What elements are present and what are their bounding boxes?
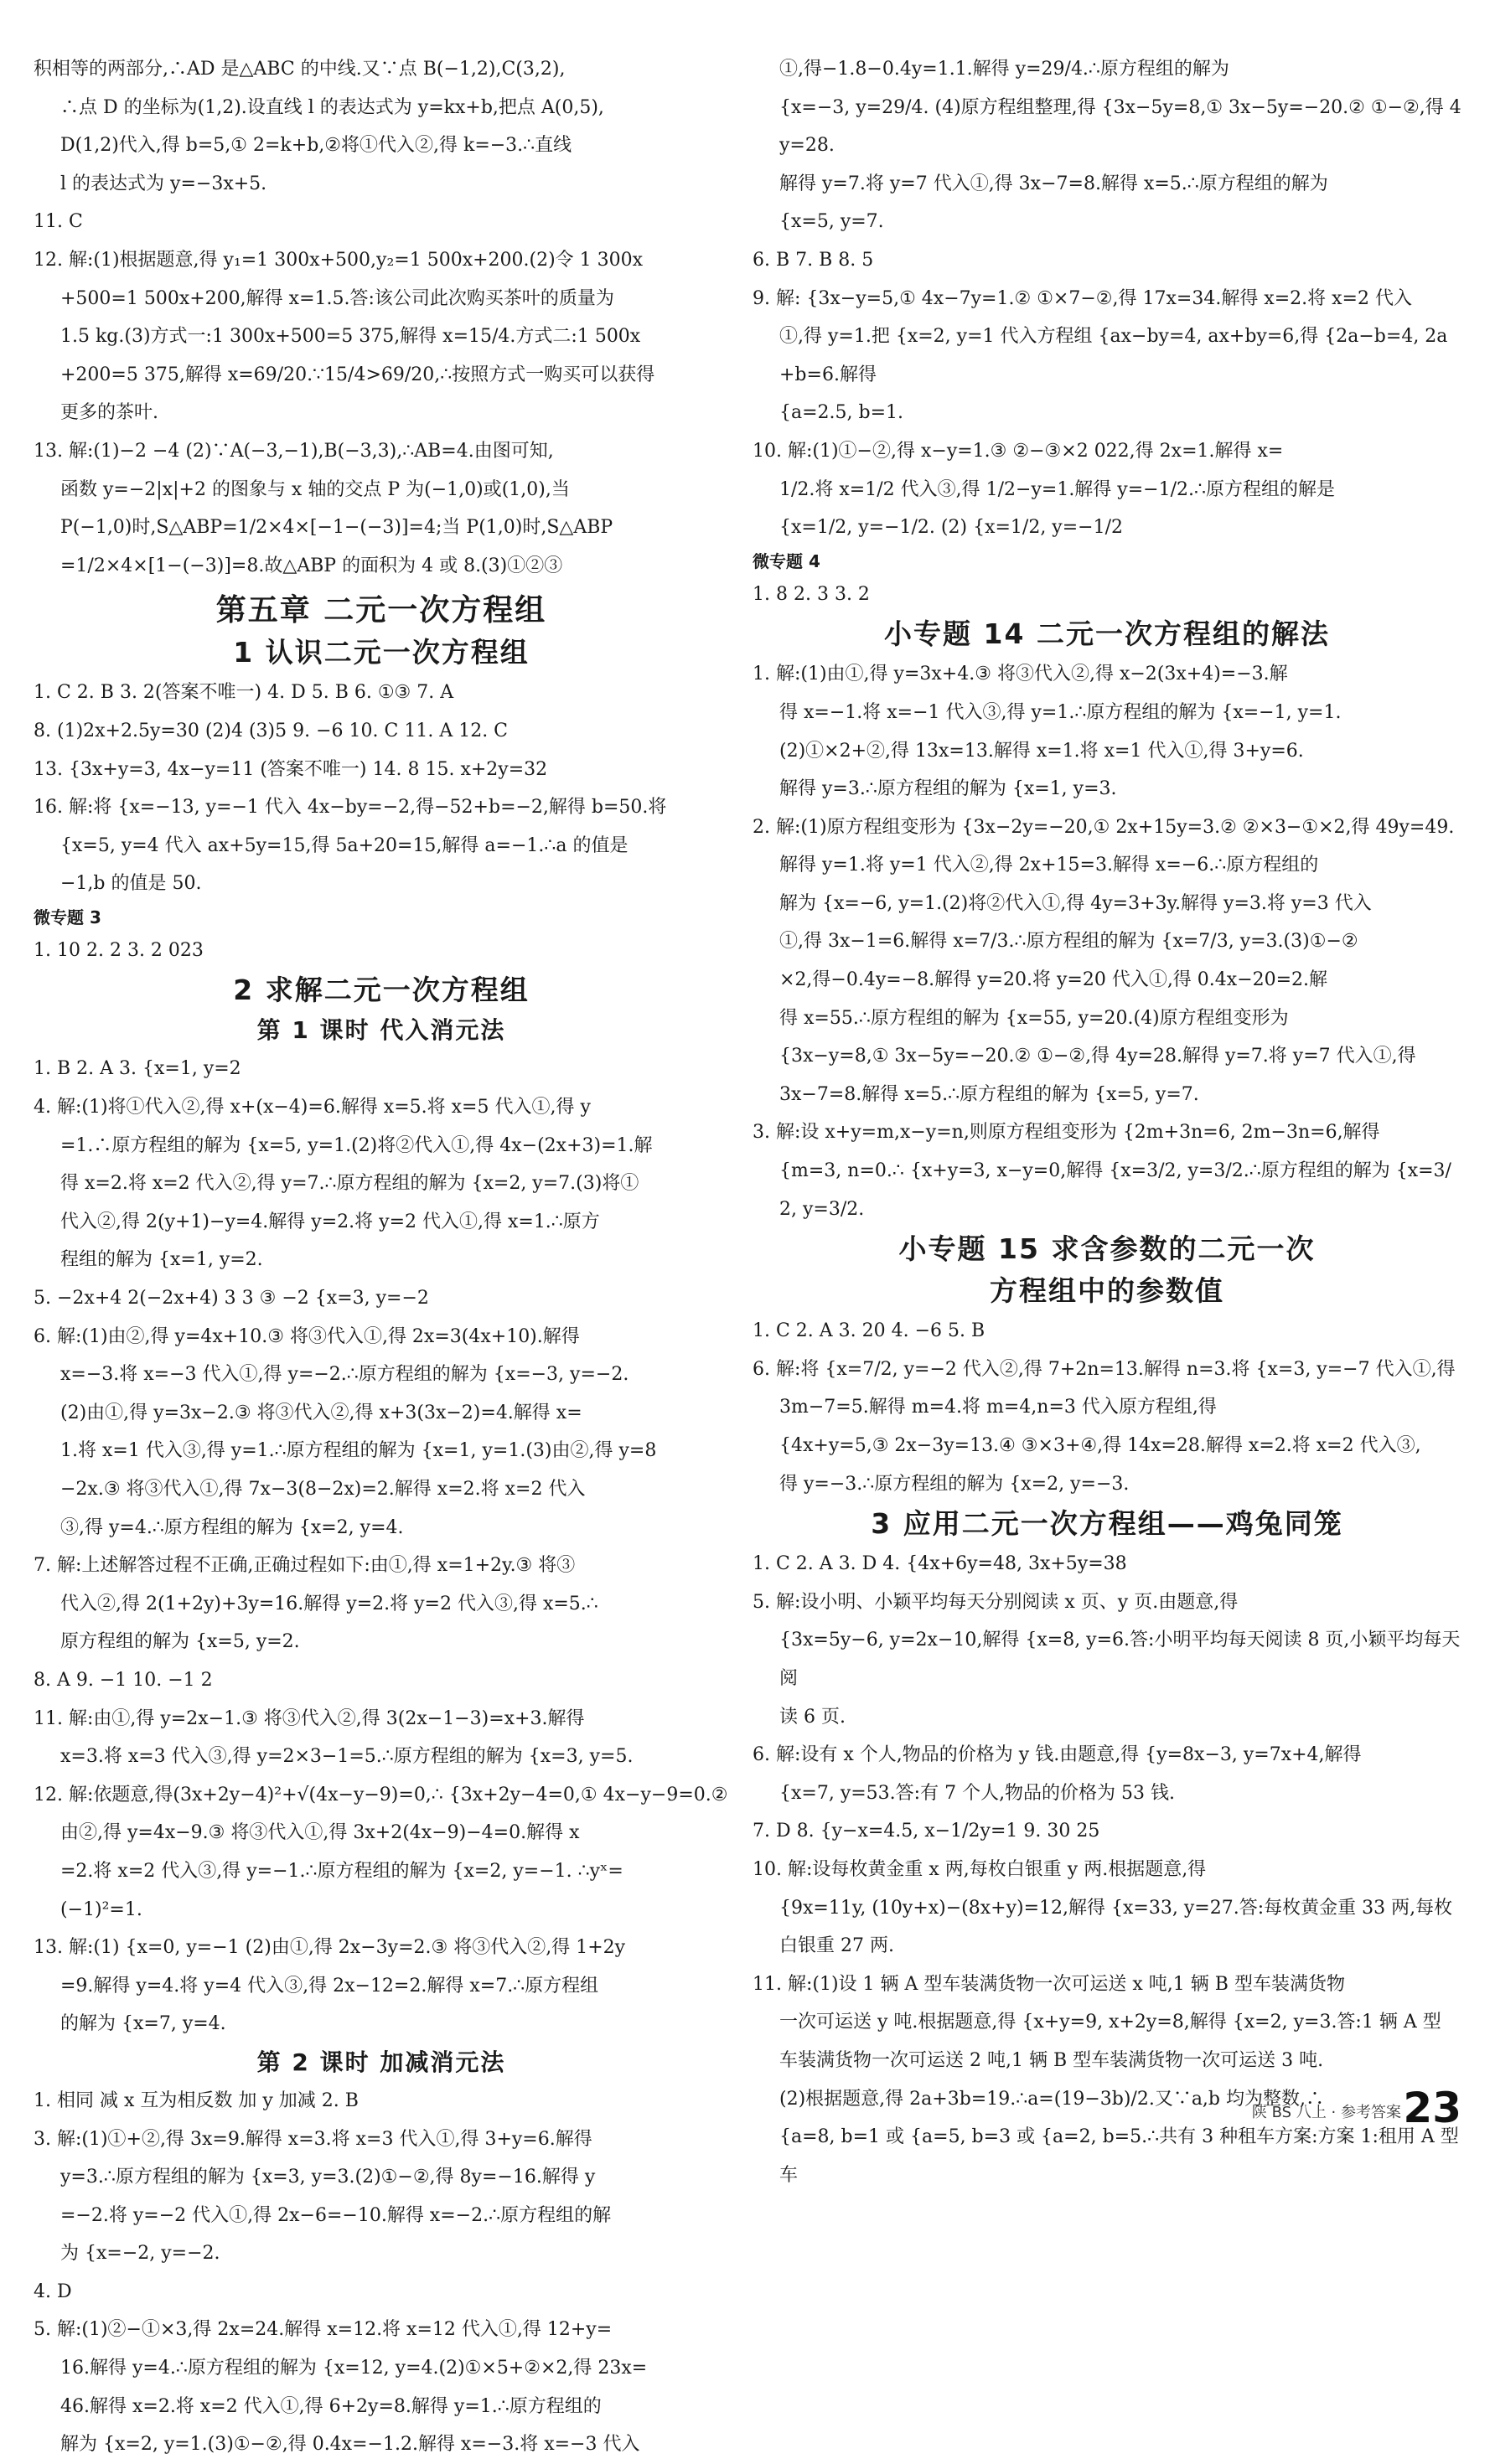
- answer-line: 读 6 页.: [779, 1706, 846, 1728]
- answer-line: (2)由①,得 y=3x−2.③ 将③代入②,得 x+3(3x−2)=4.解得 x=: [60, 1402, 582, 1423]
- answer-line: 10. 解:设每枚黄金重 x 两,每枚白银重 y 两.根据题意,得: [753, 1858, 1207, 1880]
- answer-line: 一次可运送 y 吨.根据题意,得 {x+y=9, x+2y=8,解得 {x=2, y=3.答:1 辆 A 型: [779, 2012, 1441, 2033]
- answer-line: 原方程组的解为 {x=5, y=2.: [60, 1631, 300, 1653]
- answer-line: 7. D 8. {y−x=4.5, x−1/2y=1 9. 30 25: [753, 1821, 1100, 1842]
- answer-line: 3. 解:(1)①+②,得 3x=9.解得 x=3.将 x=3 代入①,得 3+y=6.解得: [34, 2128, 592, 2150]
- answer-line: 解为 {x=−6, y=1.(2)将②代入①,得 4y=3+3y.解得 y=3.将 y=3 代入: [779, 892, 1372, 914]
- answer-line: 车装满货物一次可运送 2 吨,1 辆 B 型车装满货物一次可运送 3 吨.: [779, 2049, 1324, 2071]
- section-heading: 2 求解二元一次方程组: [233, 974, 530, 1007]
- answer-line: 11. 解:由①,得 y=2x−1.③ 将③代入②,得 3(2x−1−3)=x+3.解得: [34, 1707, 585, 1729]
- answer-line: 解得 y=3.∴原方程组的解为 {x=1, y=3.: [779, 778, 1117, 800]
- answer-line: 3m−7=5.解得 m=4.将 m=4,n=3 代入原方程组,得: [779, 1397, 1217, 1418]
- section-heading: 第五章 二元一次方程组: [215, 593, 547, 628]
- answer-line: =9.解得 y=4.将 y=4 代入③,得 2x−12=2.解得 x=7.∴原方程组: [60, 1975, 599, 1997]
- page-number: 23: [1403, 2084, 1461, 2132]
- answer-line: 6. 解:设有 x 个人,物品的价格为 y 钱.由题意,得 {y=8x−3, y=7x+4,解得: [753, 1744, 1362, 1766]
- answer-line: 1.将 x=1 代入③,得 y=1.∴原方程组的解为 {x=1, y=1.(3)由②,得 y=8: [60, 1440, 657, 1462]
- answer-line: 5. 解:设小明、小颖平均每天分别阅读 x 页、y 页.由题意,得: [753, 1591, 1239, 1613]
- right-column: [753, 50, 1461, 2194]
- answer-line: 1. C 2. B 3. 2(答案不唯一) 4. D 5. B 6. ①③ 7. A: [34, 682, 454, 704]
- answer-line: 2. 解:(1)原方程组变形为 {3x−2y=−20,① 2x+15y=3.② ②×3−①×2,得 49y=49.: [753, 816, 1455, 838]
- answer-line: +500=1 500x+200,解得 x=1.5.答:该公司此次购买茶叶的质量为: [60, 287, 614, 309]
- section-heading: 1 认识二元一次方程组: [233, 636, 530, 669]
- answer-line: 11. C: [34, 211, 83, 233]
- section-heading: 微专题 4: [753, 550, 820, 571]
- answer-line: 9. 解: {3x−y=5,① 4x−7y=1.② ①×7−②,得 17x=34.解得 x=2.将 x=2 代入: [753, 287, 1412, 309]
- answer-line: 4. D: [34, 2281, 72, 2302]
- answer-line: 白银重 27 两.: [779, 1935, 894, 1957]
- answer-line: 为 {x=−2, y=−2.: [60, 2243, 220, 2265]
- answer-line: {3x=5y−6, y=2x−10,解得 {x=8, y=6.答:小明平均每天阅读 8 页,小颖平均每天阅: [779, 1630, 1461, 1689]
- answer-line: 1. 10 2. 2 3. 2 023: [34, 939, 204, 961]
- answer-line: 6. 解:(1)由②,得 y=4x+10.③ 将③代入①,得 2x=3(4x+10).解得: [34, 1325, 580, 1347]
- answer-line: 1. 8 2. 3 3. 2: [753, 583, 870, 605]
- answer-line: =−2.将 y=−2 代入①,得 2x−6=−10.解得 x=−2.∴原方程组的解: [60, 2204, 612, 2226]
- answer-line: (2)①×2+②,得 13x=13.解得 x=1.将 x=1 代入①,得 3+y=6.: [779, 740, 1304, 762]
- answer-line: P(−1,0)时,S△ABP=1/2×4×[−1−(−3)]=4;当 P(1,0)时,S△ABP: [60, 517, 613, 539]
- answer-line: =2.将 x=2 代入③,得 y=−1.∴原方程组的解为 {x=2, y=−1. ∴yˣ=: [60, 1860, 623, 1882]
- answer-line: {x=1/2, y=−1/2. (2) {x=1/2, y=−1/2: [779, 517, 1124, 539]
- answer-line: {4x+y=5,③ 2x−3y=13.④ ③×3+④,得 14x=28.解得 x=2.将 x=2 代入③,: [779, 1435, 1421, 1456]
- answer-line: {m=3, n=0.∴ {x+y=3, x−y=0,解得 {x=3/2, y=3/2.∴原方程组的解为 {x=3/2, y=3/2.: [779, 1160, 1451, 1220]
- answer-line: 解得 y=1.将 y=1 代入②,得 2x+15=3.解得 x=−6.∴原方程组的: [779, 855, 1319, 876]
- answer-line: 1. 解:(1)由①,得 y=3x+4.③ 将③代入②,得 x−2(3x+4)=−3.解: [753, 664, 1288, 685]
- answer-line: 16.解得 y=4.∴原方程组的解为 {x=12, y=4.(2)①×5+②×2,得 23x=: [60, 2358, 648, 2379]
- section-heading: 方程组中的参数值: [990, 1274, 1224, 1308]
- answer-line: l 的表达式为 y=−3x+5.: [60, 173, 267, 194]
- answer-line: 16. 解:将 {x=−13, y=−1 代入 4x−by=−2,得−52+b=−2,解得 b=50.将: [34, 797, 667, 819]
- answer-line: 11. 解:(1)设 1 辆 A 型车装满货物一次可运送 x 吨,1 辆 B 型车装满货物: [753, 1973, 1345, 1995]
- answer-line: 13. {3x+y=3, 4x−y=11 (答案不唯一) 14. 8 15. x+2y=32: [34, 758, 548, 780]
- answer-line: +200=5 375,解得 x=69/20.∵15/4>69/20,∴按照方式一购买可以获得: [60, 364, 655, 385]
- answer-line: 得 x=−1.将 x=−1 代入③,得 y=1.∴原方程组的解为 {x=−1, y=1.: [779, 701, 1342, 723]
- answer-line: x=−3.将 x=−3 代入①,得 y=−2.∴原方程组的解为 {x=−3, y=−2.: [60, 1364, 629, 1386]
- section-heading: 小专题 14 二元一次方程组的解法: [884, 617, 1330, 651]
- answer-line: ①,得−1.8−0.4y=1.1.解得 y=29/4.∴原方程组的解为: [779, 59, 1229, 80]
- answer-line: −1,b 的值是 50.: [60, 873, 202, 895]
- answer-line: (−1)²=1.: [60, 1898, 142, 1920]
- answer-line: x=3.将 x=3 代入③,得 y=2×3−1=5.∴原方程组的解为 {x=3, y=5.: [60, 1746, 634, 1768]
- answer-line: ×2,得−0.4y=−8.解得 y=20.将 y=20 代入①,得 0.4x−20=2.解: [779, 969, 1328, 991]
- answer-line: 1. 相同 减 x 互为相反数 加 y 加减 2. B: [34, 2089, 359, 2111]
- answer-line: 更多的茶叶.: [60, 402, 158, 424]
- answer-line: 13. 解:(1) {x=0, y=−1 (2)由①,得 2x−3y=2.③ 将③代入②,得 1+2y: [34, 1937, 626, 1959]
- answer-line: 得 x=55.∴原方程组的解为 {x=55, y=20.(4)原方程组变形为: [779, 1007, 1289, 1029]
- answer-line: 1.5 kg.(3)方式一:1 300x+500=5 375,解得 x=15/4.方式二:1 500x: [60, 326, 641, 348]
- answer-line: 3. 解:设 x+y=m,x−y=n,则原方程组变形为 {2m+3n=6, 2m−3n=6,解得: [753, 1122, 1380, 1144]
- answer-line: 的解为 {x=7, y=4.: [60, 2013, 226, 2035]
- section-heading: 第 1 课时 代入消元法: [256, 1016, 506, 1045]
- answer-line: 代入②,得 2(1+2y)+3y=16.解得 y=2.将 y=2 代入③,得 x=5.∴: [60, 1593, 598, 1614]
- answer-line: ∴点 D 的坐标为(1,2).设直线 l 的表达式为 y=kx+b,把点 A(0,5),: [60, 96, 604, 118]
- answer-line: 解得 y=7.将 y=7 代入①,得 3x−7=8.解得 x=5.∴原方程组的解为: [779, 173, 1328, 194]
- answer-line: 积相等的两部分,∴AD 是△ABC 的中线.又∵点 B(−1,2),C(3,2),: [34, 59, 566, 80]
- answer-line: {x=5, y=4 代入 ax+5y=15,得 5a+20=15,解得 a=−1.∴a 的值是: [60, 834, 629, 856]
- answer-line: 12. 解:依题意,得(3x+2y−4)²+√(4x−y−9)=0,∴ {3x+2y−4=0,① 4x−y−9=0.②: [34, 1784, 728, 1805]
- answer-line: (2)根据题意,得 2a+3b=19.∴a=(19−3b)/2.又∵a,b 均为整数,∴: [779, 2088, 1324, 2110]
- answer-line: −2x.③ 将③代入①,得 7x−3(8−2x)=2.解得 x=2.将 x=2 代入: [60, 1479, 586, 1500]
- answer-line: 6. B 7. B 8. 5: [753, 249, 874, 271]
- answer-line: 由②,得 y=4x−9.③ 将③代入①,得 3x+2(4x−9)−4=0.解得 x: [60, 1822, 580, 1844]
- section-heading: 小专题 15 求含参数的二元一次: [898, 1232, 1316, 1266]
- answer-line: 得 y=−3.∴原方程组的解为 {x=2, y=−3.: [779, 1473, 1130, 1495]
- answer-line: 8. (1)2x+2.5y=30 (2)4 (3)5 9. −6 10. C 11. A 12. C: [34, 720, 509, 741]
- answer-line: 函数 y=−2|x|+2 的图象与 x 轴的交点 P 为(−1,0)或(1,0),当: [60, 478, 570, 500]
- answer-line: D(1,2)代入,得 b=5,① 2=k+b,②将①代入②,得 k=−3.∴直线: [60, 135, 572, 157]
- answer-line: {9x=11y, (10y+x)−(8x+y)=12,解得 {x=33, y=27.答:每枚黄金重 33 两,每枚: [779, 1897, 1453, 1919]
- answer-line: 12. 解:(1)根据题意,得 y₁=1 300x+500,y₂=1 500x+200.(2)令 1 300x: [34, 249, 644, 271]
- answer-line: 13. 解:(1)−2 −4 (2)∵A(−3,−1),B(−3,3),∴AB=4.由图可知,: [34, 440, 554, 462]
- answer-line: 6. 解:将 {x=7/2, y=−2 代入②,得 7+2n=13.解得 n=3.将 {x=3, y=−7 代入①,得: [753, 1358, 1456, 1380]
- answer-line: 46.解得 x=2.将 x=2 代入①,得 6+2y=8.解得 y=1.∴原方程组的: [60, 2395, 602, 2417]
- answer-line: 1. B 2. A 3. {x=1, y=2: [34, 1058, 241, 1080]
- answer-line: {x=5, y=7.: [779, 211, 884, 233]
- answer-line: 1/2.将 x=1/2 代入③,得 1/2−y=1.解得 y=−1/2.∴原方程组的解是: [779, 478, 1335, 500]
- answer-line: 解为 {x=2, y=1.(3)①−②,得 0.4x=−1.2.解得 x=−3.将 x=−3 代入: [60, 2434, 640, 2456]
- answer-line: ③,得 y=4.∴原方程组的解为 {x=2, y=4.: [60, 1516, 404, 1538]
- answer-line: 程组的解为 {x=1, y=2.: [60, 1249, 263, 1271]
- left-column: [34, 50, 729, 2464]
- answer-line: {x=−3, y=29/4. (4)原方程组整理,得 {3x−5y=8,① 3x−5y=−20.② ①−②,得 4y=28.: [779, 96, 1461, 157]
- answer-line: {a=2.5, b=1.: [779, 402, 904, 424]
- answer-line: 10. 解:(1)①−②,得 x−y=1.③ ②−③×2 022,得 2x=1.解得 x=: [753, 440, 1284, 462]
- answer-line: 8. A 9. −1 10. −1 2: [34, 1669, 213, 1691]
- answer-line: y=3.∴原方程组的解为 {x=3, y=3.(2)①−②,得 8y=−16.解得 y: [60, 2167, 596, 2188]
- answer-line: {x=7, y=53.答:有 7 个人,物品的价格为 53 钱.: [779, 1782, 1176, 1804]
- answer-line: 1. C 2. A 3. 20 4. −6 5. B: [753, 1320, 985, 1342]
- answer-line: 1. C 2. A 3. D 4. {4x+6y=48, 3x+5y=38: [753, 1553, 1127, 1575]
- answer-line: =1/2×4×[1−(−3)]=8.故△ABP 的面积为 4 或 8.(3)①②③: [60, 555, 563, 576]
- answer-line: 7. 解:上述解答过程不正确,正确过程如下:由①,得 x=1+2y.③ 将③: [34, 1555, 576, 1577]
- answer-line: ①,得 3x−1=6.解得 x=7/3.∴原方程组的解为 {x=7/3, y=3.(3)①−②: [779, 931, 1358, 953]
- answer-line: 4. 解:(1)将①代入②,得 x+(x−4)=6.解得 x=5.将 x=5 代入①,得 y: [34, 1097, 591, 1118]
- answer-line: {3x−y=8,① 3x−5y=−20.② ①−②,得 4y=28.解得 y=7.将 y=7 代入①,得: [779, 1046, 1416, 1067]
- answer-line: ①,得 y=1.把 {x=2, y=1 代入方程组 {ax−by=4, ax+by=6,得 {2a−b=4, 2a+b=6.解得: [779, 326, 1448, 385]
- section-heading: 3 应用二元一次方程组——鸡兔同笼: [871, 1507, 1343, 1541]
- section-heading: 第 2 课时 加减消元法: [256, 2048, 506, 2076]
- section-heading: 微专题 3: [34, 907, 101, 927]
- answer-line: 代入②,得 2(y+1)−y=4.解得 y=2.将 y=2 代入①,得 x=1.∴原方: [60, 1211, 600, 1232]
- answer-line: =1.∴原方程组的解为 {x=5, y=1.(2)将②代入①,得 4x−(2x+3)=1.解: [60, 1134, 653, 1156]
- answer-line: 5. −2x+4 2(−2x+4) 3 3 ③ −2 {x=3, y=−2: [34, 1288, 429, 1309]
- answer-line: {a=8, b=1 或 {a=5, b=3 或 {a=2, b=5.∴共有 3 种租车方案:方案 1:租用 A 型车: [779, 2126, 1459, 2186]
- answer-line: 5. 解:(1)②−①×3,得 2x=24.解得 x=12.将 x=12 代入①,得 12+y=: [34, 2319, 613, 2341]
- footer-label: 陕 BS 八上 · 参考答案: [1251, 2104, 1401, 2121]
- answer-line: 3x−7=8.解得 x=5.∴原方程组的解为 {x=5, y=7.: [779, 1083, 1199, 1105]
- answer-line: 得 x=2.将 x=2 代入②,得 y=7.∴原方程组的解为 {x=2, y=7.(3)将①: [60, 1173, 639, 1195]
